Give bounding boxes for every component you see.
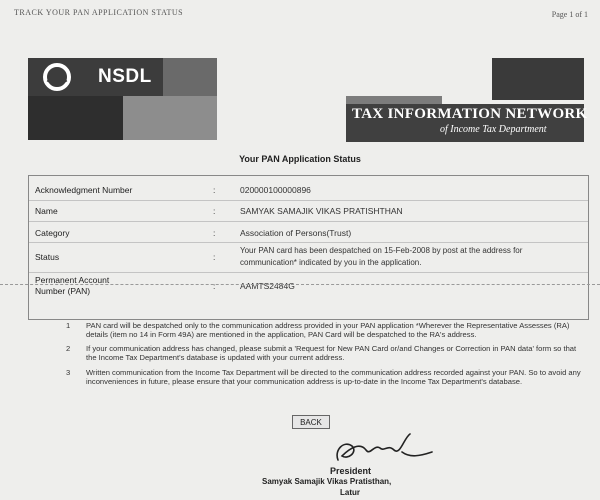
- signature-organization: Samyak Samajik Vikas Pratisthan,: [262, 477, 392, 486]
- nsdl-emblem-icon: [42, 62, 72, 92]
- tin-logo-title: TAX INFORMATION NETWORK: [352, 106, 588, 122]
- scan-artifact-line: [0, 284, 600, 286]
- colon-separator: :: [213, 252, 216, 262]
- value-status: Your PAN card has been despatched on 15-Feb-2008 by post at the address for communication* indicated by you in the application.: [240, 246, 523, 267]
- label-status: Status: [35, 252, 60, 262]
- row-divider: [29, 242, 588, 243]
- value-acknowledgment-number: 020000100000896: [240, 185, 311, 195]
- note-text: If your communication address has changed, please submit a 'Request for New PAN Card or/and Changes or Correction in PAN data' form so that the Income Tax Department's database is updated with your current address.: [86, 344, 577, 362]
- nsdl-logo-tile: [163, 58, 217, 96]
- signature-title: President: [330, 466, 372, 476]
- print-header-title: TRACK YOUR PAN APPLICATION STATUS: [14, 8, 184, 17]
- handwritten-signature: [330, 430, 440, 468]
- note-number: 1: [66, 321, 71, 330]
- colon-separator: :: [213, 281, 216, 291]
- note-number: 2: [66, 344, 71, 353]
- page-title: Your PAN Application Status: [239, 154, 361, 164]
- row-divider: [29, 221, 588, 222]
- nsdl-logo-shade-dark: [28, 96, 123, 140]
- row-divider: [29, 200, 588, 201]
- tin-logo-subtitle: of Income Tax Department: [440, 124, 547, 135]
- status-table: [28, 175, 589, 320]
- signature-city: Latur: [340, 488, 360, 497]
- label-category: Category: [35, 228, 70, 238]
- back-button[interactable]: BACK: [292, 415, 330, 429]
- label-name: Name: [35, 206, 58, 216]
- row-divider: [29, 272, 588, 273]
- value-name: SAMYAK SAMAJIK VIKAS PRATISHTHAN: [240, 206, 403, 216]
- nsdl-logo-text: NSDL: [98, 66, 152, 87]
- note-text: Written communication from the Income Tax Department will be directed to the communication address recorded against your PAN. So to avoid any inconveniences in future, please ensure that your communication address is up-to-date in the Income Tax Department's database.: [86, 368, 581, 386]
- value-pan: AAMTS2484G: [240, 281, 295, 291]
- note-number: 3: [66, 368, 71, 377]
- label-pan-line2: Number (PAN): [35, 286, 91, 296]
- note-text: PAN card will be despatched only to the communication address provided in your PAN application *Wherever the Representative Assesses (RA) details (item no 14 in Form 49A) are mentioned in the application, PAN Card will be despatched to the RA's address.: [86, 321, 570, 339]
- page-indicator: Page 1 of 1: [551, 10, 588, 19]
- label-acknowledgment-number: Acknowledgment Number: [35, 185, 133, 195]
- label-pan-line1: Permanent Account: [35, 275, 110, 285]
- value-category: Association of Persons(Trust): [240, 228, 352, 238]
- tin-logo-shade-dark: [492, 58, 584, 100]
- colon-separator: :: [213, 206, 216, 216]
- colon-separator: :: [213, 228, 216, 238]
- nsdl-logo-shade-light: [123, 96, 217, 140]
- colon-separator: :: [213, 185, 216, 195]
